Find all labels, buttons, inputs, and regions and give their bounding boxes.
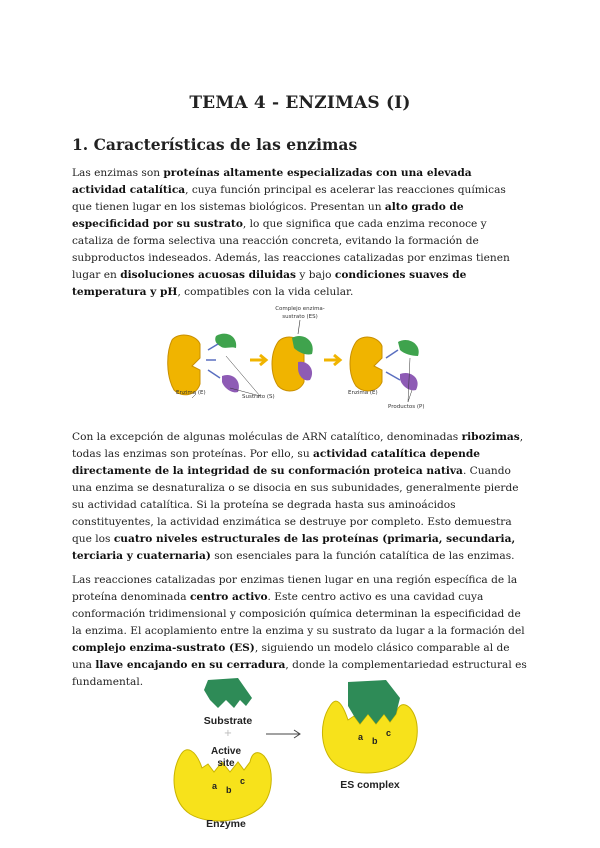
label-active-line1: Active	[210, 746, 242, 757]
p2-segment: Con la excepción de algunas moléculas de ARN catalítico, denominadas	[72, 431, 462, 443]
svg-text:+: +	[223, 728, 233, 739]
label-es-complex-line2: sustrato (ES)	[282, 314, 318, 320]
page-title: TEMA 4 - ENZIMAS (I)	[189, 93, 411, 113]
reaction-arrow	[266, 730, 300, 738]
site-letter-c: c	[240, 776, 246, 786]
es-site-letter-a: a	[358, 732, 364, 742]
p1-segment: y bajo	[296, 269, 335, 281]
p1-segment: proteínas altamente especializadas con una elevada actividad catalítica	[72, 167, 472, 196]
p3-segment: complejo enzima-sustrato (ES)	[72, 642, 255, 654]
p1-segment: condiciones suaves de temperatura y pH	[72, 269, 467, 298]
p1-segment: disoluciones acuosas diluidas	[120, 269, 297, 281]
section-heading: 1. Características de las enzimas	[72, 135, 358, 154]
site-letter-a: a	[212, 781, 218, 791]
p3-segment: centro activo	[189, 591, 268, 603]
enzyme-right-shape	[350, 337, 382, 391]
label-enzyme-left: Enzima (E)	[176, 390, 206, 396]
p2-segment: , todas las enzimas son proteínas. Por ello, su	[72, 431, 524, 460]
enzyme-cycle-figure	[160, 298, 440, 414]
paragraph-active-site	[72, 572, 528, 691]
label-substrate: Sustrato (S)	[242, 394, 275, 400]
lock-and-key-figure	[160, 676, 440, 836]
site-letter-b: b	[226, 785, 232, 795]
p2-segment: son esenciales para la función catalítica de las enzimas.	[210, 550, 515, 562]
substrate-shape	[204, 678, 252, 708]
p2-segment: ribozimas	[461, 431, 520, 443]
p3-segment: , siguiendo un modelo clásico comparable al de una	[72, 642, 510, 671]
paragraph-ribozimas	[72, 429, 528, 565]
p3-segment: , donde la complementariedad estructural es fundamental.	[72, 659, 527, 688]
label-es-complex-en: ES complex	[340, 779, 400, 791]
p1-segment: , cuya función principal es acelerar las reacciones químicas que tienen lugar en los sistemas biológicos. Presentan un	[72, 184, 506, 213]
p3-segment: . Este centro activo es una cavidad cuya conformación tridimensional y composición química determinan la especificidad de la enzima. El acoplamiento entre la enzima y su sustrato da lugar a la formación del	[72, 591, 525, 637]
product-green-shape	[398, 340, 419, 356]
p1-segment: , lo que significa que cada enzima reconoce y cataliza de forma selectiva una reacción concreta, evitando la formación de subproductos indeseados. Además, las reacciones catalizadas por enzimas tienen lugar en	[72, 218, 510, 281]
p1-segment: , compatibles con la vida celular.	[177, 286, 354, 298]
label-enzyme-en: Enzyme	[206, 818, 246, 830]
label-products: Productos (P)	[388, 404, 425, 410]
p2-segment: cuatro niveles estructurales de las proteínas (primaria, secundaria, terciaria y cuaternaria)	[72, 533, 516, 562]
es-site-letter-b: b	[372, 736, 378, 746]
es-site-letter-c: c	[386, 728, 392, 738]
label-active-line2: site	[217, 758, 235, 769]
es-complex-substrate-shape	[348, 680, 400, 724]
enzyme-left-shape	[168, 335, 200, 395]
label-enzyme-right: Enzima (E)	[348, 390, 378, 396]
p2-segment: . Cuando una enzima se desnaturaliza o se disocia en sus subunidades, generalmente pierde su actividad catalítica. Si la proteína se degrada hasta sus aminoácidos constituyentes, la actividad enzimática se destruye por completo. Esto demuestra que los	[72, 465, 519, 545]
substrate-green-left-shape	[215, 334, 236, 348]
p2-segment: actividad catalítica depende directamente de la integridad de su conformación proteica nativa	[72, 448, 480, 477]
label-es-complex-line1: Complejo enzima-	[275, 306, 325, 312]
p3-segment: llave encajando en su cerradura	[95, 659, 286, 671]
p1-segment: alto grado de especificidad por su sustrato	[72, 201, 464, 230]
paragraph-intro	[72, 165, 528, 301]
p1-segment: Las enzimas son	[72, 167, 164, 179]
p3-segment: Las reacciones catalizadas por enzimas tienen lugar en una región específica de la proteína denominada	[72, 574, 518, 603]
label-substrate-en: Substrate	[203, 715, 253, 727]
